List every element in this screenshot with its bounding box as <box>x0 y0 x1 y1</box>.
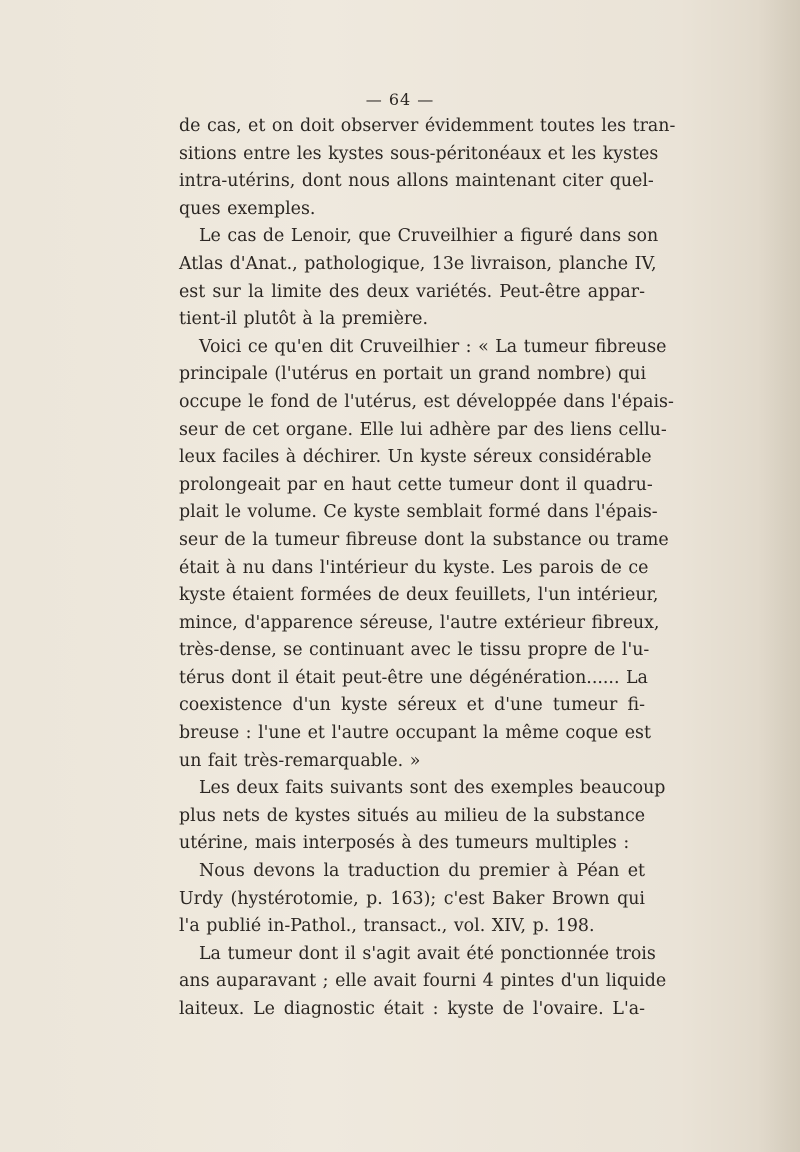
text-line: mince, d'apparence séreuse, l'autre extérieur fibreux, <box>179 612 660 633</box>
text-line: plait le volume. Ce kyste semblait formé dans l'épais- <box>179 502 658 523</box>
text-line: l'a publié in-Pathol., transact., vol. XIV, p. 198. <box>179 916 595 937</box>
text-line: un fait très-remarquable. » <box>179 750 421 771</box>
text-line: coexistence d'un kyste séreux et d'une tumeur fi- <box>179 695 645 716</box>
text-line: intra-utérins, dont nous allons maintenant citer quel- <box>179 171 654 192</box>
text-line: occupe le fond de l'utérus, est développée dans l'épais- <box>179 391 674 412</box>
text-line: utérine, mais interposés à des tumeurs multiples : <box>179 833 630 854</box>
text-line: Voici ce qu'en dit Cruveilhier : « La tumeur fibreuse <box>199 336 667 357</box>
text-line: très-dense, se continuant avec le tissu propre de l'u- <box>179 640 650 661</box>
text-line: Atlas d'Anat., pathologique, 13e livraison, planche IV, <box>179 253 657 274</box>
text-line: de cas, et on doit observer évidemment toutes les tran- <box>179 116 676 136</box>
text-line: était à nu dans l'intérieur du kyste. Les parois de ce <box>179 557 649 578</box>
text-line: laiteux. Le diagnostic était : kyste de l'ovaire. L'a- <box>179 999 645 1019</box>
text-line: térus dont il était peut-être une dégénération...... La <box>179 667 648 688</box>
page-number: — 64 — <box>365 90 435 109</box>
text-line: plus nets de kystes situés au milieu de la substance <box>179 805 645 826</box>
text-line: seur de la tumeur fibreuse dont la substance ou trame <box>179 529 669 550</box>
text-line: Urdy (hystérotomie, p. 163); c'est Baker Brown qui <box>179 888 645 909</box>
text-line: principale (l'utérus en portait un grand nombre) qui <box>179 364 647 385</box>
text-line: prolongeait par en haut cette tumeur dont il quadru- <box>179 474 653 495</box>
page-edge-shadow <box>758 0 800 1152</box>
text-line: ques exemples. <box>179 198 316 219</box>
text-line: Nous devons la traduction du premier à Péan et <box>199 861 645 882</box>
text-line: Le cas de Lenoir, que Cruveilhier a figuré dans son <box>199 226 659 247</box>
text-line: ans auparavant ; elle avait fourni 4 pintes d'un liquide <box>179 971 667 992</box>
text-line: est sur la limite des deux variétés. Peut-être appar- <box>179 281 645 302</box>
text-line: kyste étaient formées de deux feuillets, l'un intérieur, <box>179 585 659 606</box>
text-line: sitions entre les kystes sous-péritonéaux et les kystes <box>179 143 659 164</box>
text-line: breuse : l'une et l'autre occupant la même coque est <box>179 723 651 744</box>
text-line: seur de cet organe. Elle lui adhère par des liens cellu- <box>179 419 667 440</box>
text-line: leux faciles à déchirer. Un kyste séreux considérable <box>179 447 652 468</box>
body-text <box>179 113 676 1024</box>
text-line: Les deux faits suivants sont des exemples beaucoup <box>199 778 666 799</box>
text-line: tient-il plutôt à la première. <box>179 309 428 330</box>
text-line: La tumeur dont il s'agit avait été ponctionnée trois <box>199 943 656 964</box>
